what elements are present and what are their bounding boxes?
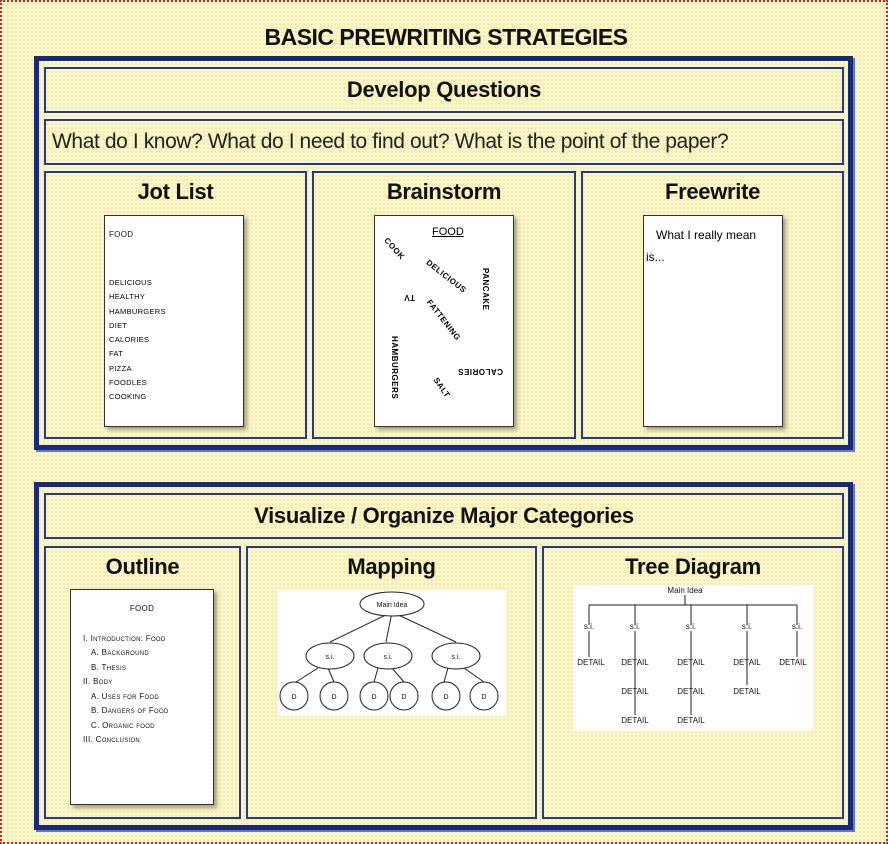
brainstorm-word: COOK <box>382 236 407 262</box>
outline-paper <box>70 589 214 805</box>
brainstorm-word: TV <box>403 293 415 302</box>
list-item: DIET <box>109 320 128 330</box>
outline-title: Outline <box>105 554 180 579</box>
brainstorm-word: HAMBURGERS <box>390 336 399 400</box>
mapping-title: Mapping <box>347 554 436 579</box>
tree-subtopic-label: s.i. <box>741 622 753 631</box>
subtopic-label: s.i. <box>325 654 335 661</box>
tree-detail-label: DETAIL <box>779 658 807 667</box>
questions-text: What do I know? What do I need to find out? What is the point of the paper? <box>52 130 729 153</box>
freewrite-title: Freewrite <box>664 179 761 204</box>
brainstorm-card <box>312 171 576 439</box>
list-item: FAT <box>109 349 124 359</box>
jot-list-card <box>44 171 307 439</box>
outline-item: III. Conclusion <box>83 735 141 744</box>
freewrite-paper <box>643 215 783 427</box>
subtopic-label: s.i. <box>451 654 461 661</box>
brainstorm-word: DELICIOUS <box>424 258 468 295</box>
detail-label: D <box>401 694 407 701</box>
outline-item: B. Dangers of Food <box>91 706 169 715</box>
list-item: COOKING <box>109 392 147 402</box>
page-title: BASIC PREWRITING STRATEGIES <box>264 24 628 50</box>
detail-label: D <box>481 694 487 701</box>
list-item: FOODLES <box>109 378 147 388</box>
freewrite-line-1: What I really mean <box>656 228 757 242</box>
tree-detail-label: DETAIL <box>677 658 705 667</box>
detail-label: D <box>371 694 377 701</box>
list-item: HAMBURGERS <box>109 306 166 316</box>
outline-item: A. Background <box>91 648 150 657</box>
detail-label: D <box>443 694 449 701</box>
brainstorm-word: PANCAKE <box>481 268 490 311</box>
freewrite-line-2: is... <box>646 250 665 264</box>
develop-questions-header-box <box>44 67 844 113</box>
brainstorm-title: Brainstorm <box>386 179 502 204</box>
outline-item: II. Body <box>83 677 113 686</box>
tree-detail-label: DETAIL <box>677 716 705 725</box>
mapping-card <box>246 546 537 819</box>
tree-detail-label: DETAIL <box>621 716 649 725</box>
tree-diagram-card <box>542 546 844 819</box>
organize-header: Visualize / Organize Major Categories <box>254 503 634 528</box>
questions-box <box>44 119 844 165</box>
tree-main-label: Main Idea <box>667 586 703 595</box>
organize-section <box>34 482 853 830</box>
organize-header-box <box>44 493 844 539</box>
brainstorm-word: SALT <box>431 376 452 400</box>
brainstorm-paper <box>374 215 514 427</box>
jot-list-paper <box>104 215 244 427</box>
jot-list-items <box>109 276 166 405</box>
outline-item: C. Organic food <box>91 721 155 730</box>
brainstorm-heading: FOOD <box>432 226 464 238</box>
develop-questions-header: Develop Questions <box>346 77 542 102</box>
outline-item: A. Uses for Food <box>91 692 160 701</box>
outline-item: B. Thesis <box>91 663 127 672</box>
brainstorm-word: FATTENING <box>424 298 463 343</box>
tree-subtopic-label: s.i. <box>583 622 595 631</box>
outline-card <box>44 546 241 819</box>
tree-detail-label: DETAIL <box>621 687 649 696</box>
tree-detail-label: DETAIL <box>733 658 761 667</box>
main-idea-label: Main Idea <box>376 602 408 609</box>
tree-detail-label: DETAIL <box>621 658 649 667</box>
jot-list-heading: FOOD <box>109 230 134 239</box>
jot-list-title: Jot List <box>137 179 214 204</box>
tree-subtopic-label: s.i. <box>791 622 803 631</box>
tree-detail-label: DETAIL <box>733 687 761 696</box>
tree-subtopic-label: s.i. <box>629 622 641 631</box>
freewrite-card <box>581 171 844 439</box>
list-item: CALORIES <box>109 335 150 345</box>
detail-label: D <box>291 694 297 701</box>
develop-questions-section <box>34 56 853 450</box>
mapping-diagram <box>278 590 506 716</box>
tree-subtopic-label: s.i. <box>685 622 697 631</box>
list-item: HEALTHY <box>109 292 146 302</box>
tree-diagram <box>573 585 813 731</box>
tree-diagram-title: Tree Diagram <box>625 554 761 579</box>
tree-detail-label: DETAIL <box>677 687 705 696</box>
subtopic-label: s.i. <box>383 654 393 661</box>
outline-item: I. Introduction: Food <box>83 634 166 643</box>
tree-detail-label: DETAIL <box>577 658 605 667</box>
detail-label: D <box>331 694 337 701</box>
list-item: DELICIOUS <box>109 278 153 287</box>
list-item: PIZZA <box>109 363 132 373</box>
brainstorm-word: CALORIES <box>457 367 503 376</box>
outline-heading: FOOD <box>129 604 155 613</box>
